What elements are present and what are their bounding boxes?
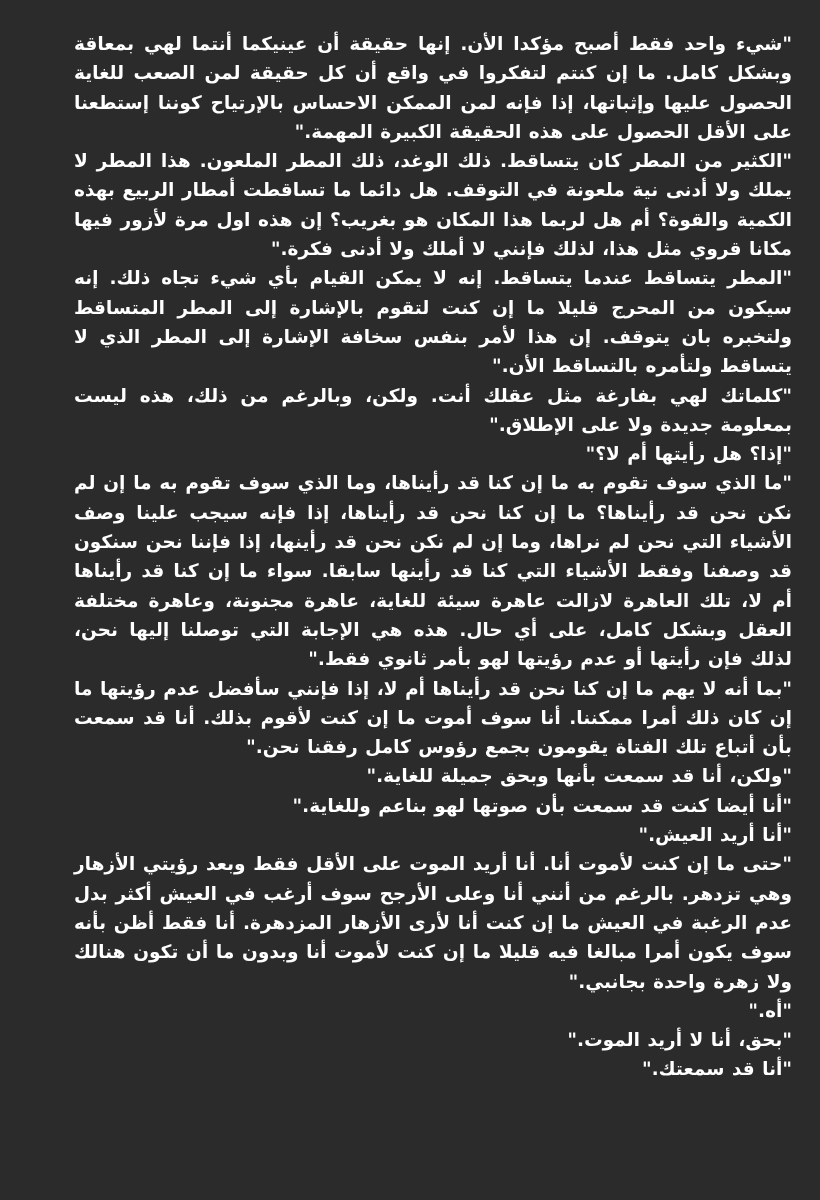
paragraph: "ما الذي سوف تقوم به ما إن كنا قد رأيناها، وما الذي سوف تقوم به ما إن لم نكن نحن قد رأيناها؟ ما إن كنا نحن قد رأيناها، إذا فإنه سيجب علينا وصف الأشياء التي نحن لم نراها، وما إن لم نكن نحن قد رأينها، إذا فإننا نحن سنكون قد وصفنا وفقط الأشياء التي كنا قد رأينها سابقا. سواء ما إن كنا قد رأيناها أم لا، تلك العاهرة لازالت عاهرة سيئة للغاية، عاهرة مجنونة، وعاهرة مختلفة العقل وبشكل كامل، على أي حال. هذه هي الإجابة التي توصلنا إليها نحن، لذلك فإن رأيتها أو عدم رؤيتها لهو بأمر ثانوي فقط."	[74, 473, 792, 671]
paragraph: "شيء واحد فقط أصبح مؤكدا الأن. إنها حقيقة أن عينيكما أنتما لهي بمعاقة وبشكل كامل. ما إن كنتم لتفكروا في واقع أن كل حقيقة لمن الصعب للغاية الحصول عليها وإثباتها، إذا فإنه لمن الممكن الاحساس بالإرتياح كوننا إستطعنا على الأقل الحصول على هذه الحقيقة الكبيرة المهمة."	[74, 34, 792, 143]
paragraph: "المطر يتساقط عندما يتساقط. إنه لا يمكن القيام بأي شيء تجاه ذلك. إنه سيكون من المحرج قليلا ما إن كنت لتقوم بالإشارة إلى المطر المتساقط ولتخبره بان يتوقف. إن هذا لأمر بنفس سخافة الإشارة إلى المطر الذي لا يتساقط ولتأمره بالتساقط الأن."	[74, 268, 792, 378]
paragraph: "الكثير من المطر كان يتساقط. ذلك الوغد، ذلك المطر الملعون. هذا المطر لا يملك ولا أدنى نية ملعونة في التوقف. هل دائما ما تساقطت أمطار الربيع بهذه الكمية والقوة؟ أم هل لربما هذا المكان هو بغريب؟ إن هذه اول مرة لأزور فيها مكانا قروي مثل هذا، لذلك فإنني لا أملك ولا أدنى فكرة."	[74, 151, 792, 261]
paragraph: "أنا قد سمعتك."	[641, 1059, 792, 1081]
paragraph: "كلماتك لهي بفارغة مثل عقلك أنت. ولكن، وبالرغم من ذلك، هذه ليست بمعلومة جديدة ولا على الإطلاق."	[74, 385, 792, 436]
paragraph: "أه."	[748, 1000, 792, 1022]
paragraph: "حتى ما إن كنت لأموت أنا. أنا أريد الموت على الأقل فقط وبعد رؤيتي الأزهار وهي تزدهر. بالرغم من أنني أنا وعلى الأرجح سوف أرغب في العيش أكثر بدل عدم الرغبة في العيش ما إن كنت أنا لأرى الأزهار المزدهرة. أنا فقط أظن بأنه سوف يكون أمرا مبالغا فيه قليلا ما إن كنت لأموت أنا وبدون ما أن تكون هنالك ولا زهرة واحدة بجانبي."	[74, 854, 792, 993]
paragraph: "ولكن، أنا قد سمعت بأنها وبحق جميلة للغاية."	[366, 766, 792, 788]
paragraph: "بحق، أنا لا أريد الموت."	[567, 1030, 792, 1052]
paragraph: "أنا أريد العيش."	[638, 825, 792, 847]
paragraph: "أنا أيضا كنت قد سمعت بأن صوتها لهو بناعم وللغاية."	[292, 795, 792, 817]
paragraph: "إذا؟ هل رأيتها أم لا؟"	[585, 444, 792, 466]
paragraph: "بما أنه لا يهم ما إن كنا نحن قد رأيناها أم لا، إذا فإنني سأفضل عدم رؤيتها ما إن كان ذلك أمرا ممكننا. أنا سوف أموت ما إن كنت لأقوم بذلك. أنا قد سمعت بأن أتباع تلك الفتاة يقومون بجمع رؤوس كامل رفقنا نحن."	[74, 678, 792, 759]
